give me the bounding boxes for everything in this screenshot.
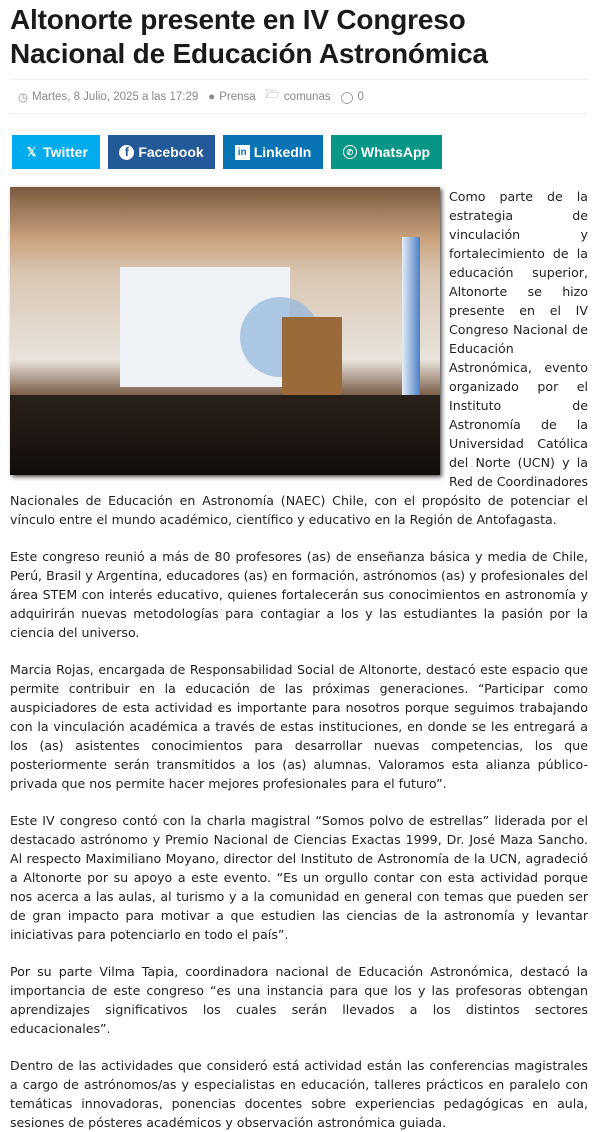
article-paragraph: Por su parte Vilma Tapia, coordinadora nacional de Educación Astronómica, destacó la importancia de este congreso “es una instancia para que los y las profesoras obtengan aprendizajes significativos los cuales serán llevados a los distintos sectores educacionales”.	[10, 964, 588, 1036]
article-photo	[10, 187, 440, 475]
clock-icon: ◷	[18, 91, 29, 104]
article-paragraph: Como parte de la estrategia de vinculación y fortalecimiento de la educación superior, Altonorte se hizo presente en el IV Congreso Nacional de Educación Astronómica, evento organizado por el Instituto de Astronomía de la Universidad Católica del Norte (UCN) y la Red de Coordinadores Nacionales de Educación en Astronomía (NAEC) Chile, con el propósito de potenciar el vínculo entre el mundo académico, científico y educativo en la Región de Antofagasta.	[10, 189, 588, 527]
x-icon: 𝕏	[26, 145, 37, 159]
whatsapp-share-button[interactable]: ✆ WhatsApp	[331, 135, 442, 169]
facebook-share-button[interactable]: f Facebook	[108, 135, 215, 169]
comment-icon: ◯	[340, 91, 354, 104]
twitter-share-button[interactable]: 𝕏 Twitter	[12, 135, 100, 169]
share-buttons	[12, 135, 588, 169]
post-date: Martes, 8 Julio, 2025 a las 17:29	[32, 90, 199, 103]
article-paragraph: Este IV congreso contó con la charla magistral “Somos polvo de estrellas” liderada por el destacado astrónomo y Premio Nacional de Ciencias Exactas 1999, Dr. José Maza Sancho. Al respecto Maximiliano Moyano, director del Instituto de Astronomía de la UCN, agradeció a Altonorte por su apoyo a este evento. “Es un orgullo contar con esta actividad porque nos acerca a las aulas, al turismo y a la comunidad en general con temas que pueden ser de gran impacto para motivar a que estudien las ciencias de la astronomía y levantar iniciativas para potenciarlo en todo el país”.	[10, 813, 588, 942]
comments-count[interactable]: 0	[357, 90, 364, 103]
article-paragraph: Este congreso reunió a más de 80 profesores (as) de enseñanza básica y media de Chile, Perú, Brasil y Argentina, educadores (as) en formación, astrónomos (as) y profesionales del área STEM con interés educativo, quienes fortalecerán sus conocimientos en astronomía y adquirirán nuevas metodologías para contagiar a los y las estudiantes la pasión por la ciencia del universo.	[10, 549, 588, 640]
article-paragraph: Dentro de las actividades que consideró está actividad están las conferencias magistrales a cargo de astrónomos/as y especialistas en educación, talleres prácticos en paralelo con temáticas innovadoras, ponencias docentes sobre experiencias pedagógicas en aula, sesiones de pósteres académicos y observación astronómica guiada.	[10, 1058, 588, 1130]
post-meta	[10, 79, 588, 114]
category-link[interactable]: comunas	[283, 90, 331, 103]
folder-icon: 🗁	[265, 89, 280, 101]
whatsapp-icon: ✆	[343, 145, 357, 159]
user-icon: ●	[208, 90, 216, 103]
facebook-icon: f	[119, 145, 134, 160]
article-paragraph: Marcia Rojas, encargada de Responsabilidad Social de Altonorte, destacó este espacio que permite contribuir en la educación de las próximas generaciones. “Participar como auspiciadores de esta actividad es importante para nosotros porque seguimos trabajando con la vinculación académica a través de estas instituciones, en donde se les entregará a los (as) asistentes conocimientos para desarrollar nuevas competencias, los que posteriormente serán transmitidos a los (as) alumnas. Valoramos esta alianza público-privada que nos permite hacer mejores profesionales para el futuro”.	[10, 662, 588, 791]
author-link[interactable]: Prensa	[219, 90, 256, 103]
linkedin-icon: in	[235, 145, 250, 160]
page-title: Altonorte presente en IV Congreso Nacional de Educación Astronómica	[10, 4, 488, 69]
linkedin-share-button[interactable]: in LinkedIn	[223, 135, 323, 169]
